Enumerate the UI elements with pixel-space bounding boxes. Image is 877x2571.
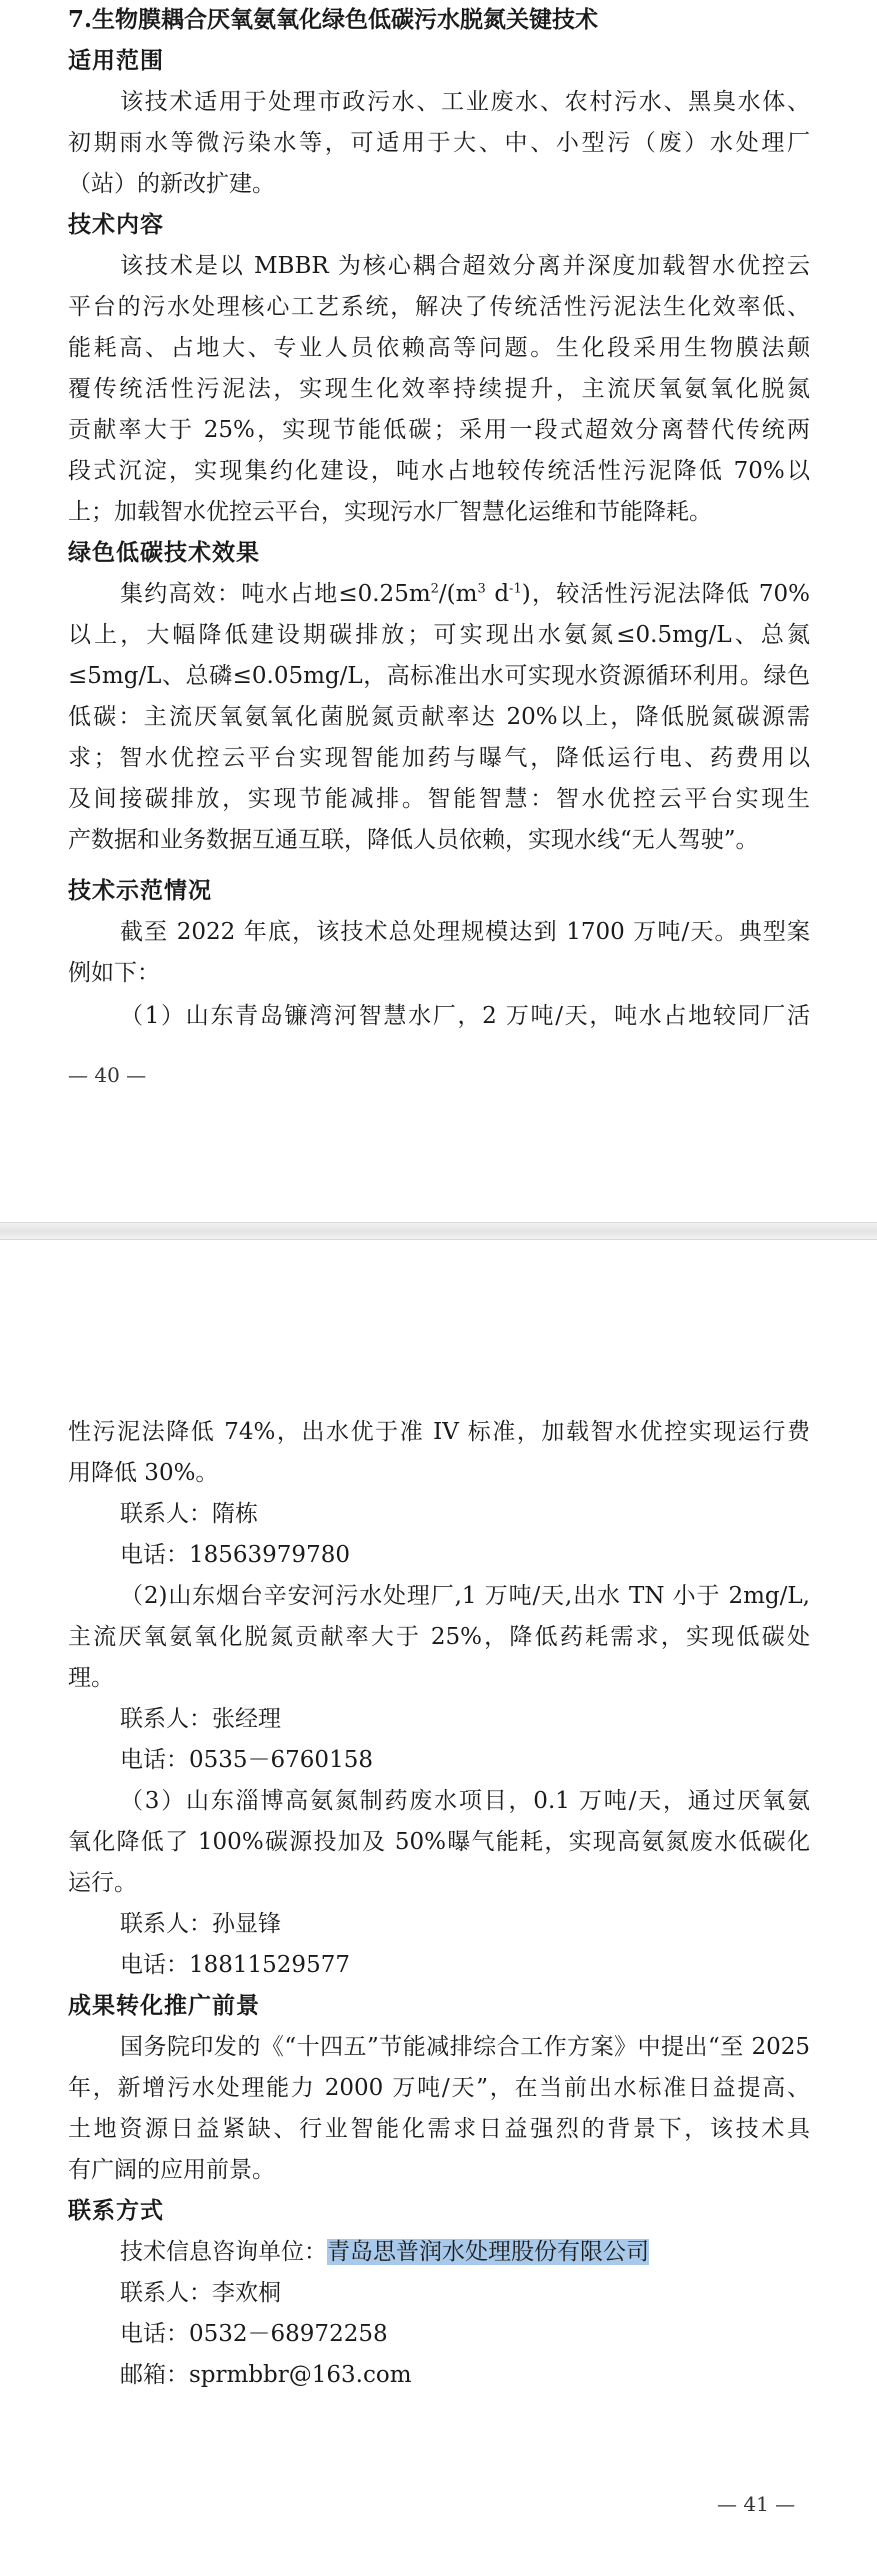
formula-part: 集约高效：吨水占地≤0.25m <box>120 581 431 607</box>
paragraph-line: （站）的新改扩建。 <box>68 171 275 197</box>
paragraph-line: 该技术适用于处理市政污水、工业废水、农村污水、黑臭水体、 <box>120 89 810 115</box>
paragraph-line: 上；加载智水优控云平台，实现污水厂智慧化运维和节能降耗。 <box>68 499 712 525</box>
paragraph-line: （3）山东淄博高氨氮制药废水项目，0.1 万吨/天，通过厌氧氨 <box>120 1788 810 1814</box>
contact-phone: 电话：18811529577 <box>120 1952 350 1978</box>
contact-person: 联系人：孙显锋 <box>120 1911 281 1937</box>
heading-content: 技术内容 <box>68 211 164 238</box>
heading-scope: 适用范围 <box>68 47 164 74</box>
paragraph-line: 有广阔的应用前景。 <box>68 2157 275 2183</box>
paragraph-line: 产数据和业务数据互通互联，降低人员依赖，实现水线“无人驾驶”。 <box>68 827 759 853</box>
heading-effect: 绿色低碳技术效果 <box>68 539 260 566</box>
contact-phone: 电话：0535－6760158 <box>120 1747 373 1773</box>
paragraph-line: 用降低 30%。 <box>68 1460 219 1486</box>
paragraph-line: 初期雨水等微污染水等，可适用于大、中、小型污（废）水处理厂 <box>68 130 810 156</box>
paragraph-line: 低碳：主流厌氧氨氧化菌脱氮贡献率达 20%以上，降低脱氮碳源需 <box>68 704 810 730</box>
paragraph-line: 理。 <box>68 1665 114 1691</box>
unit-label: 技术信息咨询单位： <box>120 2239 327 2265</box>
contact-person: 联系人：张经理 <box>120 1706 281 1732</box>
paragraph-line: 国务院印发的《“十四五”节能减排综合工作方案》中提出“至 2025 <box>120 2034 810 2060</box>
paragraph-line: 贡献率大于 25%，实现节能低碳；采用一段式超效分离替代传统两 <box>68 417 810 443</box>
paragraph-line: 及间接碳排放，实现节能减排。智能智慧：智水优控云平台实现生 <box>68 786 810 812</box>
paragraph-line: 覆传统活性污泥法，实现生化效率持续提升，主流厌氧氨氧化脱氮 <box>68 376 810 402</box>
paragraph-line: 主流厌氧氨氧化脱氮贡献率大于 25%，降低药耗需求，实现低碳处 <box>68 1624 810 1650</box>
superscript: 3 <box>477 581 486 597</box>
contact-person: 联系人：隋栋 <box>120 1501 258 1527</box>
paragraph-line: 截至 2022 年底，该技术总处理规模达到 1700 万吨/天。典型案 <box>120 919 810 945</box>
paragraph-line: 以上，大幅降低建设期碳排放；可实现出水氨氮≤0.5mg/L、总氮 <box>68 622 810 648</box>
paragraph-line: 求；智水优控云平台实现智能加药与曝气，降低运行电、药费用以 <box>68 745 810 771</box>
paragraph-line: 段式沉淀，实现集约化建设，吨水占地较传统活性污泥降低 70%以 <box>68 458 810 484</box>
unit-name-highlighted[interactable]: 青岛思普润水处理股份有限公司 <box>327 2239 649 2265</box>
contact-phone: 电话：18563979780 <box>120 1542 350 1568</box>
page-number: — 41 — <box>717 2492 796 2516</box>
paragraph-line: 运行。 <box>68 1870 137 1896</box>
page-number: — 40 — <box>68 1063 147 1087</box>
heading-demo: 技术示范情况 <box>68 877 212 904</box>
section-title: 7.生物膜耦合厌氧氨氧化绿色低碳污水脱氮关键技术 <box>68 6 599 33</box>
paragraph-line: （1）山东青岛镰湾河智慧水厂，2 万吨/天，吨水占地较同厂活 <box>120 1003 810 1029</box>
paragraph-line: 能耗高、占地大、专业人员依赖高等问题。生化段采用生物膜法颠 <box>68 335 810 361</box>
document-page-40 <box>0 0 877 1222</box>
paragraph-line: 氧化降低了 100%碳源投加及 50%曝气能耗，实现高氨氮废水低碳化 <box>68 1829 810 1855</box>
paragraph-line: （2)山东烟台辛安河污水处理厂,1 万吨/天,出水 TN 小于 2mg/L, <box>120 1583 810 1609</box>
contact-email: 邮箱：sprmbbr@163.com <box>120 2362 412 2388</box>
contact-phone: 电话：0532－68972258 <box>120 2321 388 2347</box>
heading-contact: 联系方式 <box>68 2197 164 2224</box>
superscript: 2 <box>430 581 439 597</box>
paragraph-line: 性污泥法降低 74%，出水优于准 IV 标准，加载智水优控实现运行费 <box>68 1419 810 1445</box>
page-separator <box>0 1222 877 1240</box>
paragraph-line: 平台的污水处理核心工艺系统，解决了传统活性污泥法生化效率低、 <box>68 294 810 320</box>
paragraph-line: ≤5mg/L、总磷≤0.05mg/L，高标准出水可实现水资源循环利用。绿色 <box>68 663 810 689</box>
heading-prospect: 成果转化推广前景 <box>68 1992 260 2019</box>
paragraph-line: 年，新增污水处理能力 2000 万吨/天”，在当前出水标准日益提高、 <box>68 2075 810 2101</box>
contact-person: 联系人：李欢桐 <box>120 2280 281 2306</box>
formula-part: /(m <box>438 581 478 607</box>
document-page-41 <box>0 1240 877 2571</box>
paragraph-line: 该技术是以 MBBR 为核心耦合超效分离并深度加载智水优控云 <box>120 253 810 279</box>
paragraph-line: 土地资源日益紧缺、行业智能化需求日益强烈的背景下，该技术具 <box>68 2116 810 2142</box>
formula-part: )，较活性污泥法降低 70% <box>521 581 810 607</box>
consulting-unit <box>120 2236 810 2268</box>
formula-part: d <box>485 581 510 607</box>
paragraph-line-formula <box>120 578 810 610</box>
paragraph-line: 例如下： <box>68 960 160 986</box>
superscript: -1 <box>509 581 522 597</box>
